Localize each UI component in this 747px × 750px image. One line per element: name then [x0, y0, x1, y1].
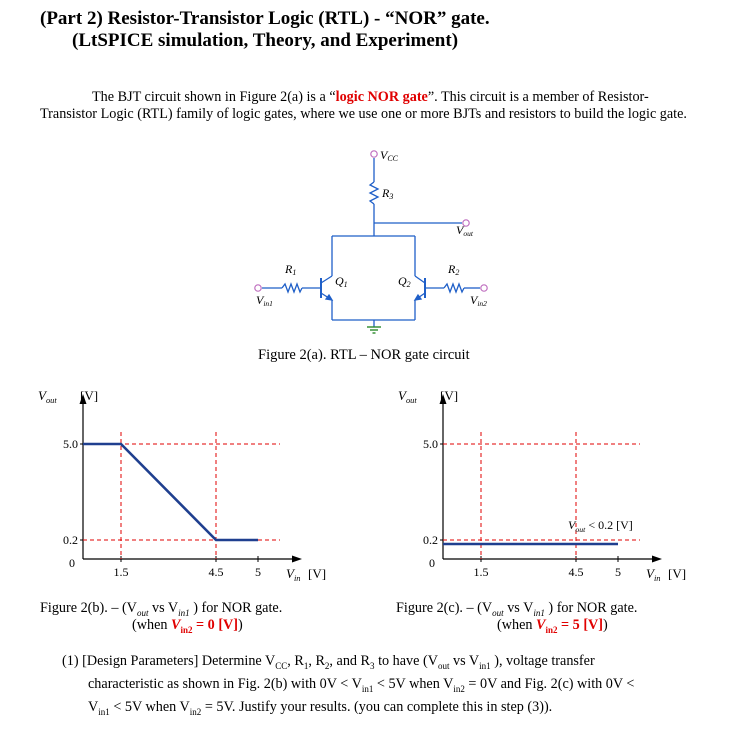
y-axis-unit: [V] — [80, 388, 99, 403]
x-axis-arrow — [652, 556, 662, 563]
x-axis-label: $V_{in}$ — [646, 566, 661, 583]
r2-label: R2 — [448, 262, 460, 277]
resistor-r1 — [282, 284, 302, 292]
ground-symbol — [367, 327, 381, 333]
vout-annotation: $V_{out} < 0.2$ [V] — [568, 518, 633, 534]
figure-2b-caption-line1: Figure 2(b). – ($V_{out}$ vs $V_{in1}$ ) for NOR gate. — [40, 600, 283, 618]
figure-2b-caption-line2: (when $V_{in2} = 0$ [V]) — [132, 617, 243, 635]
x-tick-label: 5 — [615, 565, 621, 579]
y-tick-label: 0 — [429, 556, 435, 570]
y-tick-label: 5.0 — [63, 437, 78, 451]
intro-text-a: The BJT circuit shown in Figure 2(a) is a “ — [92, 89, 336, 105]
transistor-q2 — [415, 276, 425, 300]
vin2-label: Vin2 — [470, 293, 487, 308]
x-tick-label: 5 — [255, 565, 261, 579]
vout-series-line — [83, 444, 258, 540]
y-tick-label: 0.2 — [63, 533, 78, 547]
page-subtitle: (LtSPICE simulation, Theory, and Experiment) — [72, 30, 459, 51]
x-tick-label: 1.5 — [113, 565, 129, 579]
q1-label: Q1 — [335, 274, 348, 289]
vin1-terminal — [255, 285, 261, 291]
x-tick-label: 1.5 — [473, 565, 489, 579]
chart-figure-2c — [388, 382, 718, 587]
question-1: (1) [Design Parameters] Determine $V_{CC}$, $R_1$, $R_2$, and $R_3$ to have ($V_{out}$ vs $V_{in1}$ ), voltage transfer characteristic as shown in Fig. 2(b) with $0V < V_{in1} < 5V$ when $V_{in2} = 0V$ and Fig. 2(c) with 0V < $V_{in1} < 5V$ when $V_{in2} = 5V$. Justify your results. (you can complete this in step (3)). — [62, 653, 635, 717]
intro-paragraph — [40, 89, 700, 123]
figure-2c-caption-line1: Figure 2(c). – ($V_{out}$ vs $V_{in1}$ ) for NOR gate. — [396, 600, 638, 618]
x-tick-label: 4.5 — [208, 565, 224, 579]
y-tick-label: 0 — [69, 556, 75, 570]
intro-highlight: logic NOR gate — [335, 89, 428, 105]
vin1-label: Vin1 — [256, 293, 273, 308]
resistor-r3 — [370, 182, 378, 204]
x-axis-unit: [V] — [668, 566, 687, 581]
circuit-diagram — [230, 142, 520, 338]
resistor-r2 — [444, 284, 464, 292]
vcc-terminal — [371, 151, 377, 157]
page-title: (Part 2) Resistor-Transistor Logic (RTL) - “NOR” gate. — [40, 8, 490, 29]
intro-text-b: ”. This circuit is a member of Resistor-Transistor Logic (RTL) family of logic gates, where we use one or more BJTs and resistors to build the logic gate. — [40, 89, 687, 122]
chart-figure-2b — [28, 382, 358, 587]
y-axis-label: $V_{out}$ — [38, 388, 57, 405]
x-tick-label: 4.5 — [568, 565, 584, 579]
x-axis-arrow — [292, 556, 302, 563]
y-axis-label: $V_{out}$ — [398, 388, 417, 405]
x-axis-unit: [V] — [308, 566, 327, 581]
vout-label: Vout — [456, 223, 473, 238]
vin2-terminal — [481, 285, 487, 291]
vout-terminal — [463, 220, 469, 226]
r1-label: R1 — [285, 262, 297, 277]
figure-2c-caption-line2: (when $V_{in2} = 5$ [V]) — [497, 617, 608, 635]
r3-label: R3 — [382, 186, 394, 201]
circuit-wires — [262, 158, 480, 327]
q2-label: Q2 — [398, 274, 411, 289]
transistor-q1 — [321, 276, 332, 300]
y-axis-unit: [V] — [440, 388, 459, 403]
vcc-label: VCC — [380, 148, 399, 163]
figure-2a-caption: Figure 2(a). RTL – NOR gate circuit — [258, 347, 470, 363]
x-axis-label: $V_{in}$ — [286, 566, 301, 583]
y-tick-label: 0.2 — [423, 533, 438, 547]
y-tick-label: 5.0 — [423, 437, 438, 451]
